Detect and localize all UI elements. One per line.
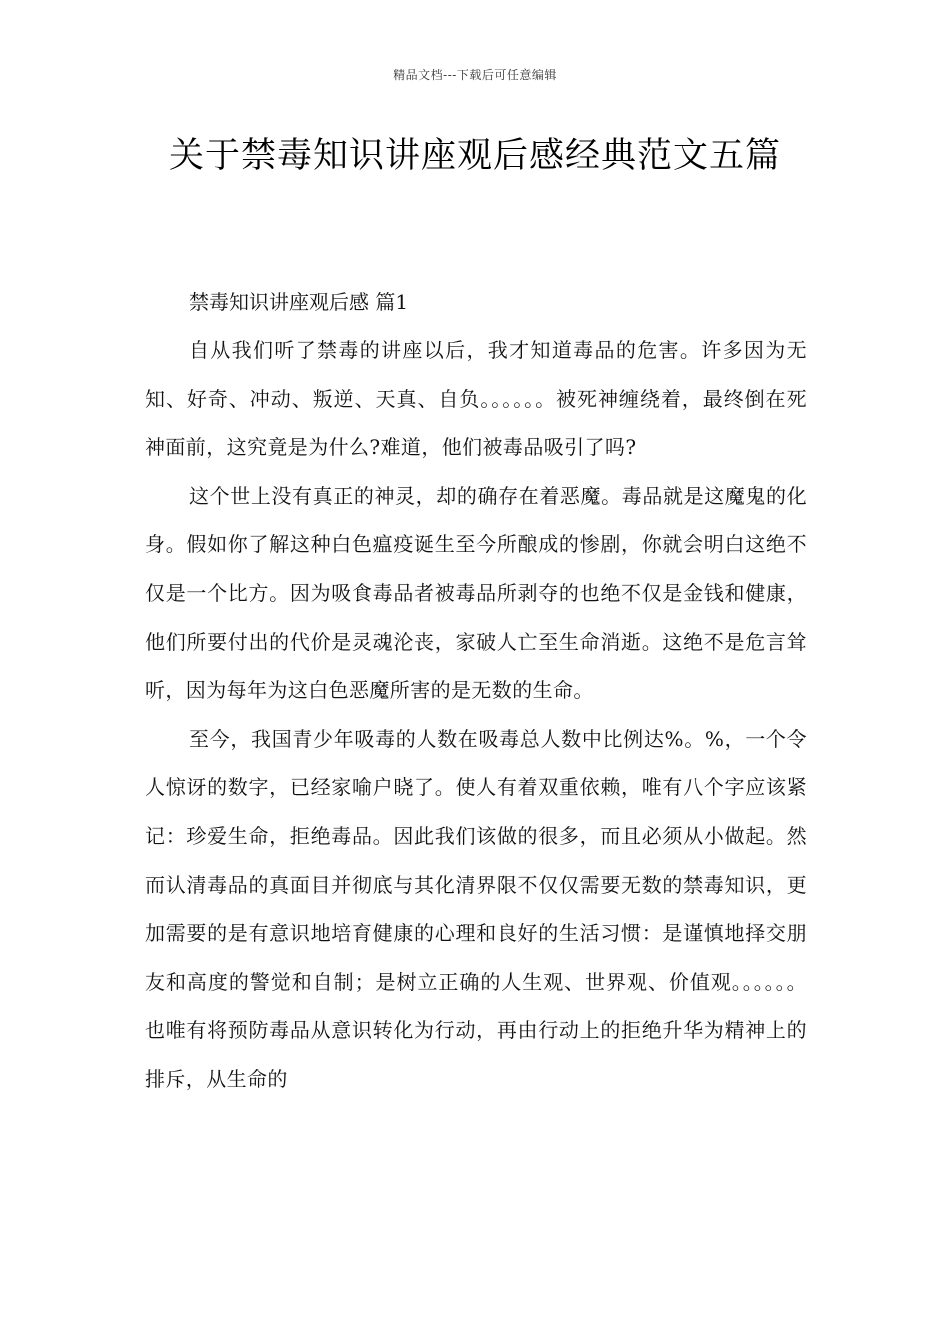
paragraph: 至今，我国青少年吸毒的人数在吸毒总人数中比例达%。%，一个令人惊讶的数字，已经家喻户晓了。使人有着双重依赖，唯有八个字应该紧记：珍爱生命，拒绝毒品。因此我们该做的很多，而且必须从小做起。然而认清毒品的真面目并彻底与其化清界限不仅仅需要无数的禁毒知识，更加需要的是有意识地培育健康的心理和良好的生活习惯：是谨慎地择交朋友和高度的警觉和自制；是树立正确的人生观、世界观、价值观。。。。。。也唯有将预防毒品从意识转化为行动，再由行动上的拒绝升华为精神上的排斥，从生命的: [145, 726, 807, 1091]
document-title: 关于禁毒知识讲座观后感经典范文五篇: [168, 136, 781, 176]
page-header-watermark: 精品文档---下载后可任意编辑: [393, 68, 557, 82]
paragraph: 自从我们听了禁毒的讲座以后，我才知道毒品的危害。许多因为无知、好奇、冲动、叛逆、天真、自负。。。。。。被死神缠绕着，最终倒在死神面前，这究竟是为什么?难道，他们被毒品吸引了吗?: [145, 338, 807, 460]
paragraph: 这个世上没有真正的神灵，却的确存在着恶魔。毒品就是这魔鬼的化身。假如你了解这种白色瘟疫诞生至今所酿成的惨剧，你就会明白这绝不仅是一个比方。因为吸食毒品者被毒品所剥夺的也绝不仅是金钱和健康，他们所要付出的代价是灵魂沦丧，家破人亡至生命消逝。这绝不是危言耸听，因为每年为这白色恶魔所害的是无数的生命。: [145, 483, 807, 703]
document-body: [145, 278, 807, 1104]
section-heading: 禁毒知识讲座观后感 篇1: [189, 290, 409, 314]
